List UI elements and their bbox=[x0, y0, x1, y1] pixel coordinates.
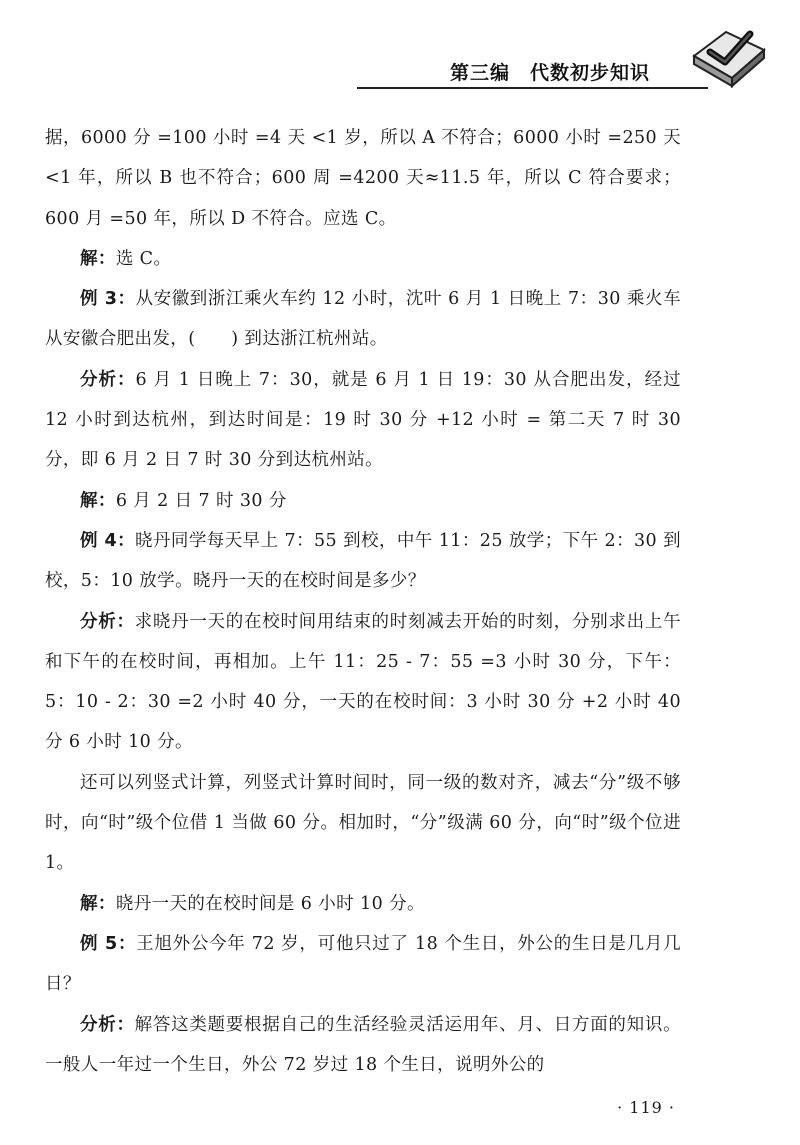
paragraph bbox=[45, 924, 681, 1005]
paragraph-label: 例 5： bbox=[80, 933, 137, 954]
page-header bbox=[0, 0, 800, 95]
paragraph-label: 解： bbox=[80, 248, 116, 269]
paragraph-text: 6 月 1 日晚上 7：30，就是 6 月 1 日 19：30 从合肥出发，经过 12 小时到达杭州，到达时间是：19 时 30 分 +12 小时 = 第二天 7 时 30 分，即 6 月 2 日 7 时 30 分到达杭州站。 bbox=[45, 369, 681, 471]
paragraph-label: 分析： bbox=[80, 611, 135, 632]
page-number: · 119 · bbox=[617, 1098, 675, 1117]
paragraph-text: 晓丹一天的在校时间是 6 小时 10 分。 bbox=[115, 893, 425, 914]
paragraph-text: 王旭外公今年 72 岁，可他只过了 18 个生日，外公的生日是几月几日？ bbox=[45, 933, 681, 995]
chapter-title: 第三编 代数初步知识 bbox=[449, 62, 650, 84]
paragraph bbox=[45, 118, 681, 239]
header-rule bbox=[357, 87, 708, 89]
paragraph bbox=[45, 360, 681, 481]
paragraph-text: 还可以列竖式计算，列竖式计算时间时，同一级的数对齐，减去“分”级不够时，向“时”级个位借 1 当做 60 分。相加时，“分”级满 60 分，向“时”级个位进 1。 bbox=[45, 772, 681, 874]
paragraph-text: 解答这类题要根据自己的生活经验灵活运用年、月、日方面的知识。一般人一年过一个生日，外公 72 岁过 18 个生日，说明外公的 bbox=[45, 1014, 682, 1075]
paragraph-label: 例 4： bbox=[80, 530, 136, 551]
paragraph-label: 例 3： bbox=[80, 289, 136, 310]
paragraph-text: 从安徽到浙江乘火车约 12 小时，沈叶 6 月 1 日晚上 7：30 乘火车从安徽合肥出发，( ) 到达浙江杭州站。 bbox=[45, 289, 682, 350]
paragraph bbox=[45, 521, 681, 602]
paragraph bbox=[45, 884, 681, 924]
paragraph bbox=[45, 239, 681, 279]
paragraph-label: 分析： bbox=[80, 369, 136, 390]
paragraph bbox=[45, 279, 681, 360]
paragraph-text: 据，6000 分 =100 小时 =4 天 <1 岁，所以 A 不符合；6000 小时 =250 天 <1 年，所以 B 也不符合；600 周 =4200 天≈11.5 年，所以 C 符合要求；600 月 =50 年，所以 D 不符合。应选 C。 bbox=[45, 128, 681, 229]
header-emblem-icon bbox=[680, 22, 770, 94]
paragraph bbox=[45, 602, 681, 763]
paragraph-text: 晓丹同学每天早上 7：55 到校，中午 11：25 放学；下午 2：30 到校，5：10 放学。晓丹一天的在校时间是多少？ bbox=[45, 530, 681, 592]
paragraph-label: 分析： bbox=[80, 1014, 135, 1035]
paragraph-text: 求晓丹一天的在校时间用结束的时刻减去开始的时刻，分别求出上午和下午的在校时间，再相加。上午 11：25 - 7：55 =3 小时 30 分，下午：5：10 - 2：30 =2 小时 40 分，一天的在校时间：3 小时 30 分 +2 小时 40 分 6 小时 10 分。 bbox=[45, 611, 682, 753]
paragraph-label: 解： bbox=[80, 893, 116, 914]
paragraph-text: 选 C。 bbox=[115, 248, 172, 269]
page-body bbox=[45, 118, 681, 1085]
paragraph-text: 6 月 2 日 7 时 30 分 bbox=[115, 490, 287, 511]
paragraph-label: 解： bbox=[80, 490, 116, 511]
paragraph bbox=[45, 1005, 681, 1086]
paragraph bbox=[45, 481, 681, 521]
paragraph bbox=[45, 763, 681, 884]
